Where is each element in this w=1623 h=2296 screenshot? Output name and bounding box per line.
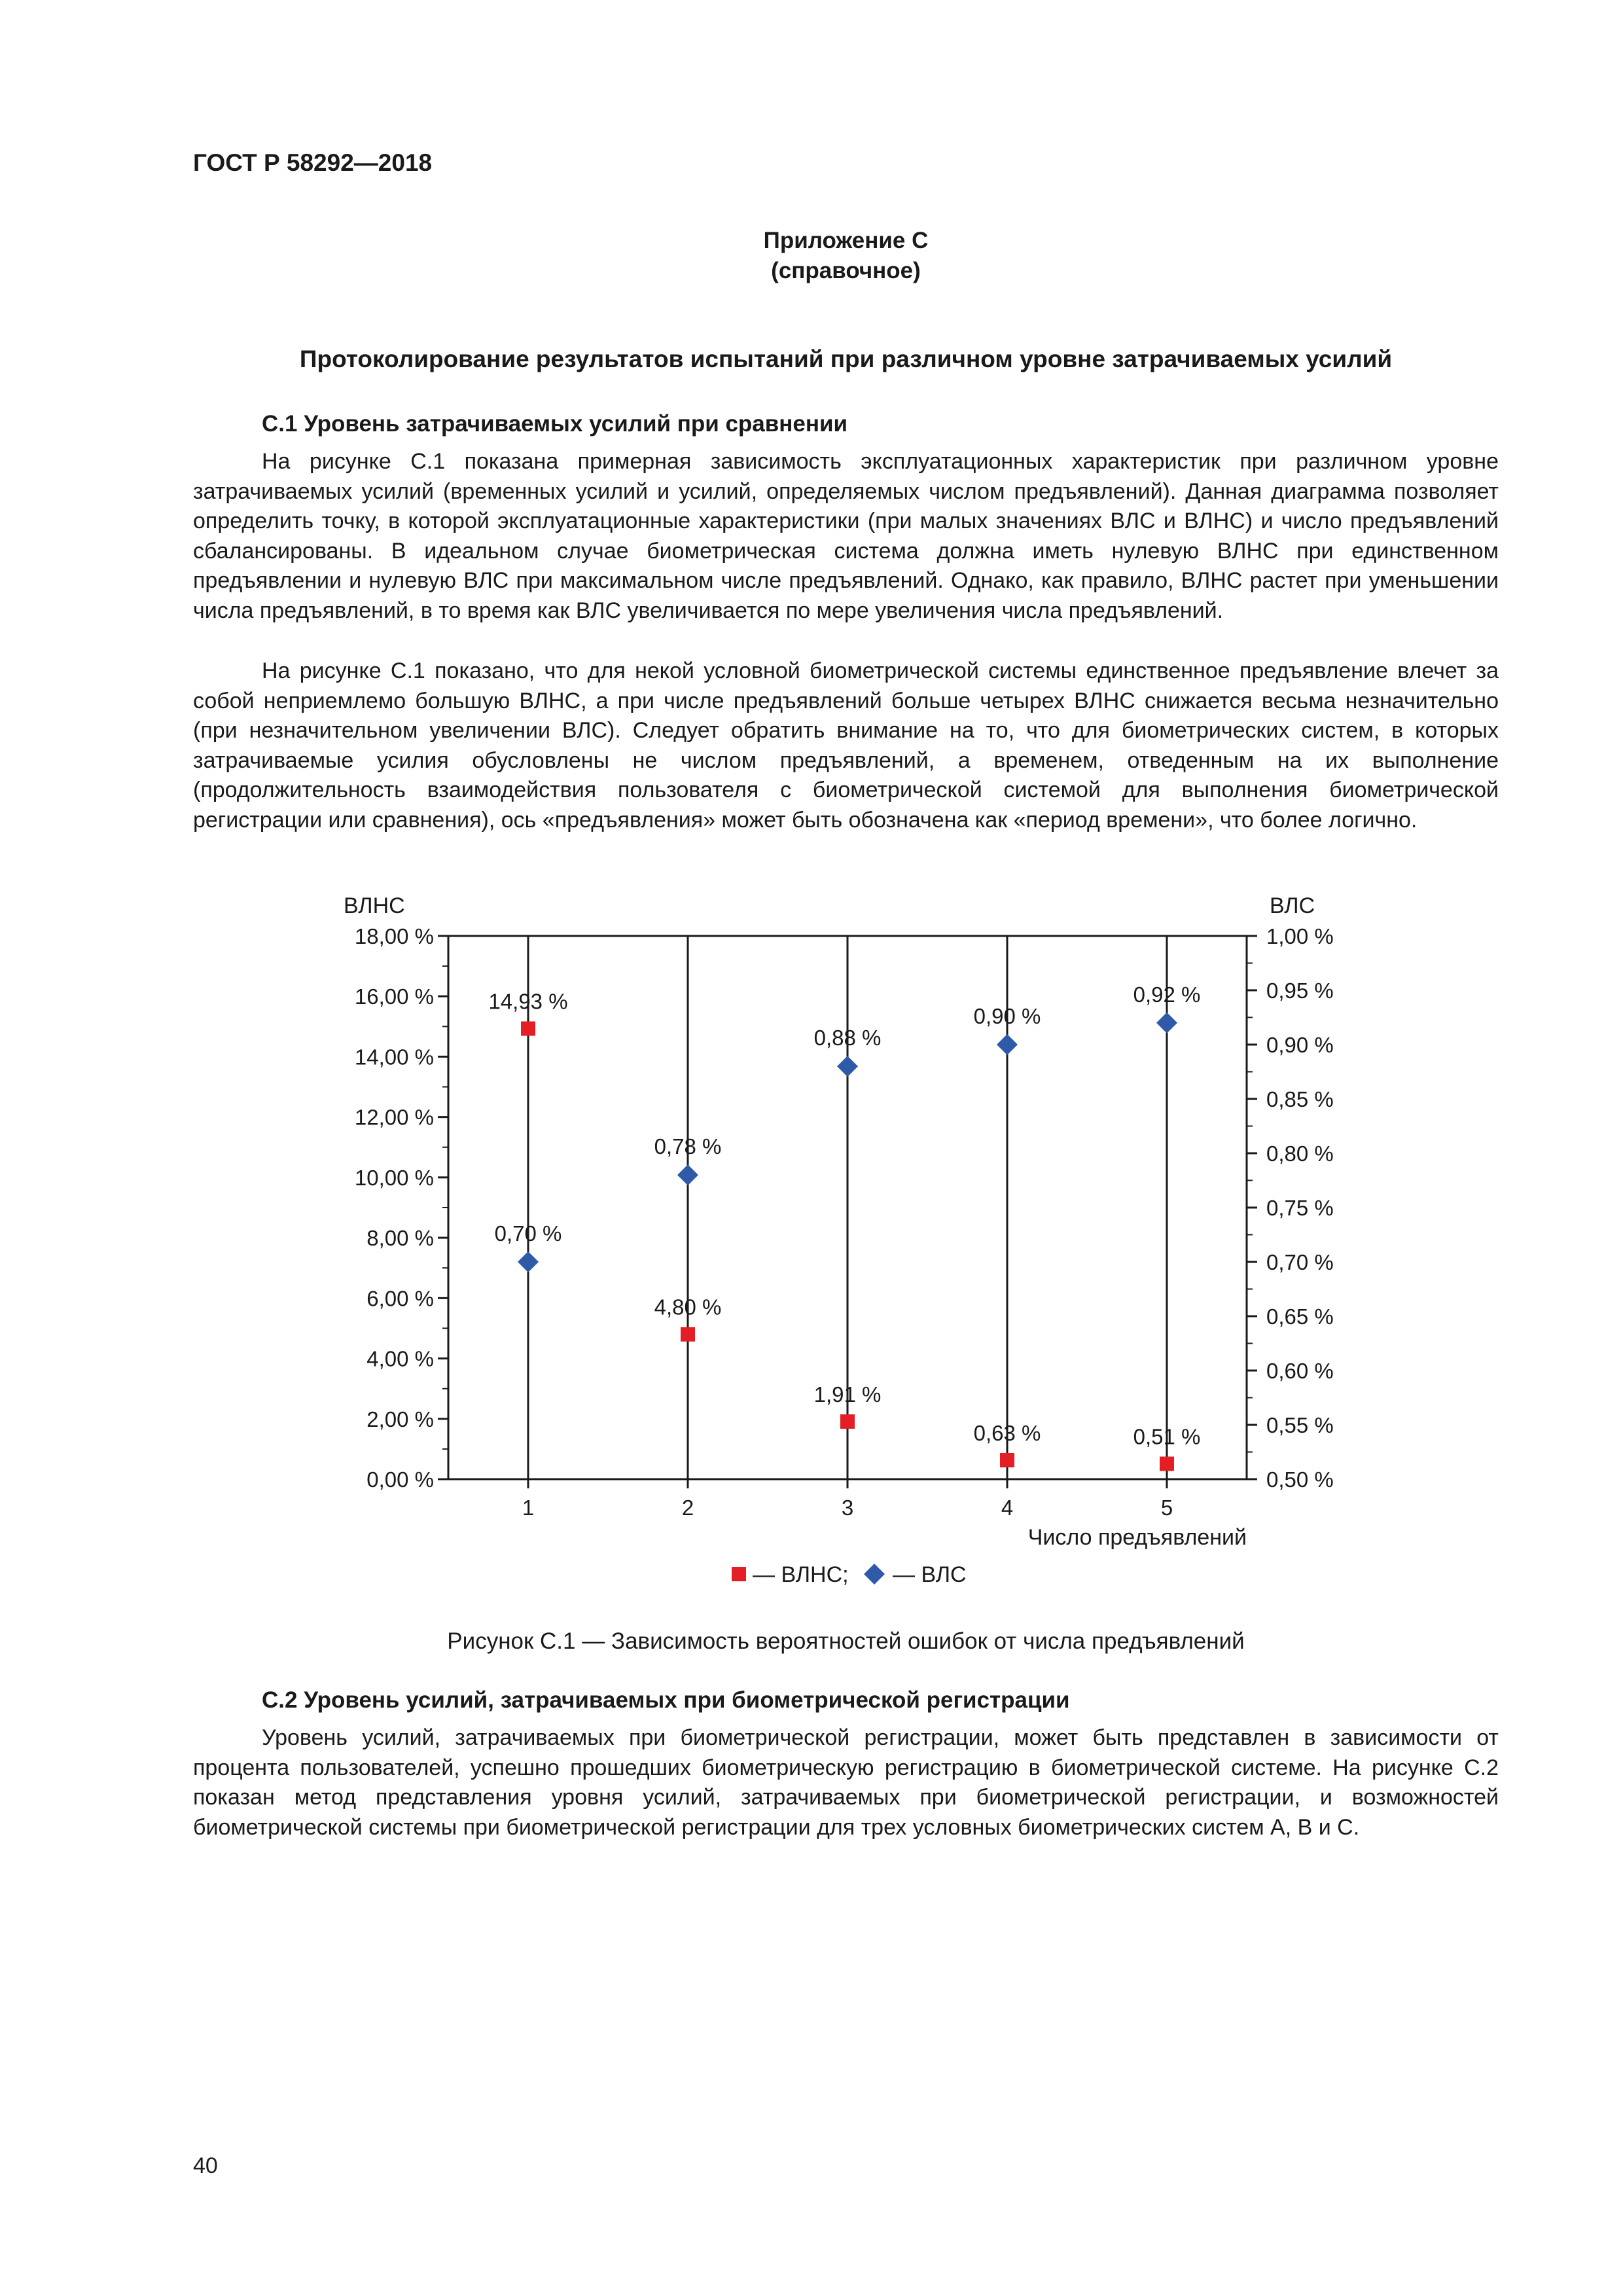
vlns-square-marker [1000,1453,1014,1467]
chart-marks [488,982,1200,1471]
vls-data-label: 0,88 % [813,1026,882,1050]
vlns-square-marker [840,1414,855,1429]
left-tick-label: 10,00 % [354,1165,434,1190]
legend-vls-label: — ВЛС [893,1562,967,1587]
vlns-data-label: 0,63 % [973,1420,1041,1445]
left-tick-label: 2,00 % [366,1407,434,1431]
left-tick-label: 8,00 % [366,1226,434,1251]
document-header: ГОСТ Р 58292—2018 [193,149,433,176]
vls-diamond-marker [837,1056,858,1077]
subsection-1-title: С.1 Уровень затрачиваемых усилий при сравнении [262,411,848,437]
figure-caption: Рисунок С.1 — Зависимость вероятностей ошибок от числа предъявлений [447,1628,1245,1654]
legend-vlns-swatch [732,1567,746,1581]
vlns-data-label: 0,51 % [1133,1424,1201,1449]
chart-legend [732,1562,967,1587]
left-tick-label: 12,00 % [354,1105,434,1130]
vlns-square-marker [1160,1456,1174,1471]
vls-diamond-marker [518,1251,539,1272]
legend-vlns-label: — ВЛНС; [753,1562,849,1587]
paragraph-1: На рисунке С.1 показана примерная зависимость эксплуатационных характеристик при различном уровне затрачиваемых усилий (временных усилий и усилий, определяемых числом предъявлений). Данная диаграмма позволяет определить точку, в которой эксплуатационные характеристики (при малых значениях ВЛС и ВЛНС) и число предъявлений сбалансированы. В идеальном случае биометрическая система должна иметь нулевую ВЛНС при единственном предъявлении и нулевую ВЛС при максимальном числе предъявлений. Однако, как правило, ВЛНС растет при уменьшении числа предъявлений, в то время как ВЛС увеличивается по мере увеличения числа предъявлений. [193,449,1499,623]
vlns-data-label: 14,93 % [488,989,568,1014]
x-tick-label: 3 [841,1496,854,1520]
x-axis [522,1479,1247,1550]
x-tick-label: 1 [522,1496,535,1520]
vlns-square-marker [681,1327,695,1342]
vlns-square-marker [521,1022,535,1036]
vls-data-label: 0,70 % [494,1221,562,1246]
paragraph-2: На рисунке С.1 показано, что для некой условной биометрической системы единственное предъявление влечет за собой неприемлемо большую ВЛНС, а при числе предъявлений больше четырех ВЛНС снижается весьма незначительно (при незначительном увеличении ВЛС). Следует обратить внимание на то, что для биометрических систем, в которых затрачиваемые усилия обусловлены не числом предъявлений, а временем, отведенным на их выполнение (продолжительность взаимодействия пользователя с биометрической системой для выполнения биометрической регистрации или сравнения), ось «предъявления» может быть обозначена как «период времени», что более логично. [193,658,1499,833]
right-axis [1247,893,1334,1492]
section-title: Протоколирование результатов испытаний при различном уровне затрачиваемых усилий [299,346,1393,372]
appendix-kind: (справочное) [771,258,921,283]
legend-vls-swatch [864,1564,885,1585]
left-tick-label: 16,00 % [354,984,434,1009]
x-axis-label: Число предъявлений [1027,1525,1247,1550]
right-tick-label: 0,55 % [1266,1413,1334,1437]
appendix-title: Приложение С [763,228,929,253]
vlns-data-label: 4,80 % [654,1295,722,1319]
right-tick-label: 0,60 % [1266,1359,1334,1383]
left-axis [344,893,448,1492]
paragraph-3: Уровень усилий, затрачиваемых при биометрической регистрации, может быть представлен в зависимости от процента пользователей, успешно прошедших биометрическую регистрацию в биометрической системе. На рисунке С.2 показан метод представления уровня усилий, затрачиваемых при биометрической регистрации, и возможностей биометрической системы при биометрической регистрации для трех условных биометрических систем А, В и С. [193,1725,1499,1840]
left-tick-label: 14,00 % [354,1045,434,1069]
left-tick-label: 6,00 % [366,1286,434,1311]
vls-data-label: 0,92 % [1133,982,1201,1007]
vls-diamond-marker [997,1034,1018,1055]
right-tick-label: 0,80 % [1266,1141,1334,1166]
x-tick-label: 2 [681,1496,694,1520]
vlns-data-label: 1,91 % [813,1382,882,1407]
right-tick-label: 0,90 % [1266,1033,1334,1057]
page-number: 40 [193,2153,218,2178]
right-tick-label: 0,95 % [1266,978,1334,1003]
vls-diamond-marker [677,1164,698,1185]
right-tick-label: 0,70 % [1266,1250,1334,1274]
left-tick-label: 4,00 % [366,1346,434,1371]
right-tick-label: 0,85 % [1266,1087,1334,1111]
vls-data-label: 0,90 % [973,1004,1041,1028]
x-tick-label: 5 [1160,1496,1173,1520]
right-tick-label: 1,00 % [1266,924,1334,948]
left-axis-label: ВЛНС [344,893,405,918]
subsection-2-title: С.2 Уровень усилий, затрачиваемых при биометрической регистрации [262,1687,1070,1713]
left-tick-label: 18,00 % [354,924,434,948]
right-tick-label: 0,50 % [1266,1467,1334,1492]
vls-diamond-marker [1156,1013,1177,1033]
vls-data-label: 0,78 % [654,1134,722,1159]
x-tick-label: 4 [1001,1496,1014,1520]
right-axis-label: ВЛС [1270,893,1315,918]
right-tick-label: 0,75 % [1266,1196,1334,1220]
right-tick-label: 0,65 % [1266,1304,1334,1329]
left-tick-label: 0,00 % [366,1467,434,1492]
